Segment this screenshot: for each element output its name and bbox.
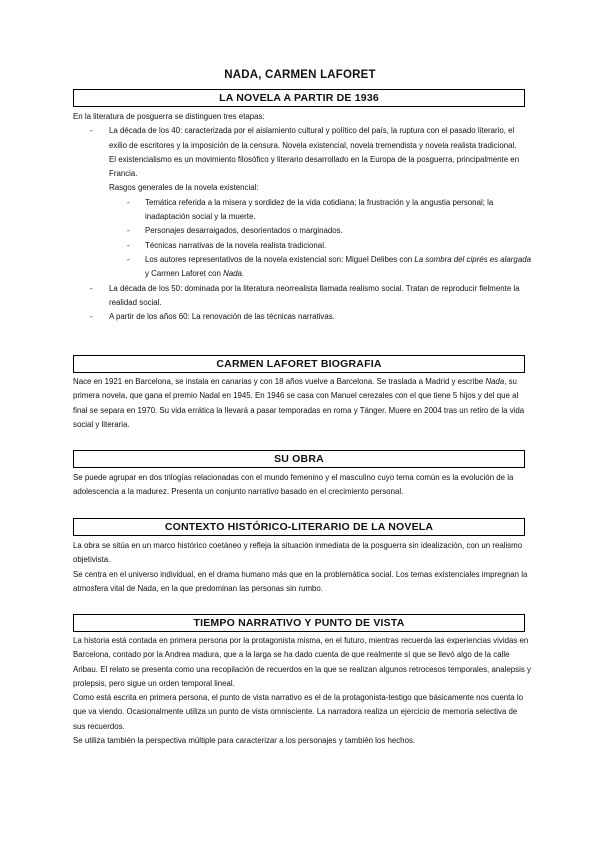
bullet-dash: - — [127, 197, 130, 207]
section-heading-obra: SU OBRA — [73, 450, 525, 468]
rasgo-item — [73, 239, 531, 253]
bullet-dash: - — [90, 126, 93, 136]
contexto-p1: La obra se sitúa en un marco histórico coetáneo y refleja la situación inmediata de la posguerra sin idealización, con un realismo objetivista. — [73, 541, 523, 565]
biografia-text-c: , su primera novela, que gana el premio Nadal en 1945. En 1946 se casa con Manuel cerezales con el que tiene 5 hijos y del que al final se separa en 1970. Su vida errática la llevará a pasar temporadas en roma y Tánger. Muere en 2004 tras un retiro de la vida social y literaria. — [73, 377, 525, 429]
biografia-text-a: Nace en 1921 en Barcelona, se instala en canarias y con 18 años vuelve a Barcelona. Se traslada a Madrid y escribe — [73, 377, 486, 386]
etapa-item — [73, 124, 531, 153]
bullet-dash: - — [127, 226, 130, 236]
rasgo-item — [73, 224, 531, 238]
rasgo-tecnicas: Técnicas narrativas de la novela realista tradicional. — [145, 240, 327, 250]
etapa-item — [73, 282, 531, 311]
etapa-40-text: La década de los 40: caracterizada por el aislamiento cultural y político del país, la ruptura con el pasado literario, el exilio de escritores y la imposición de la censura. Novela existencial, novela tremendista y novela realista tradicional. — [109, 126, 517, 150]
section-body-novela — [73, 110, 531, 324]
rasgo-autores-title-1: La sombra del ciprés es alargada — [414, 254, 531, 264]
biografia-text — [73, 375, 531, 432]
obra-text: Se puede agrupar en dos trilogías relacionadas con el mundo femenino y el masculino cuyo tema común es la evolución de la adolescencia a la madurez. Presenta un conjunto narrativo basado en el crecimiento personal. — [73, 473, 514, 497]
rasgo-tematica: Temática referida a la misera y sordidez de la vida cotidiana; la frustración y la angustia personal; la inadaptación social y la muerte. — [145, 197, 494, 222]
section-heading-biografia: CARMEN LAFORET BIOGRAFIA — [73, 355, 525, 373]
rasgo-item — [73, 196, 531, 225]
section-body-biografia — [73, 375, 531, 432]
section-body-tiempo — [73, 634, 531, 748]
rasgo-autores-a: Los autores representativos de la novela existencial son: Miguel Delibes con — [145, 254, 415, 264]
section-heading-tiempo: TIEMPO NARRATIVO Y PUNTO DE VISTA — [73, 614, 525, 632]
section-body-obra — [73, 471, 531, 500]
tiempo-p1: La historia está contada en primera persona por la protagonista misma, en el futuro, mientras recuerda las experiencias vividas en Barcelona, contado por la Andrea madura, que a la larga se ha dado cuenta de que realmente sí que se llevó algo de la calle Aribau. El relato se presenta como una recopilación de recuerdos en la que se realizan algunos retrocesos temporales, analepsis y prolepsis, pero sigue un orden temporal lineal. — [73, 636, 531, 688]
section-heading-contexto: CONTEXTO HISTÓRICO-LITERARIO DE LA NOVELA — [73, 518, 525, 536]
rasgos-label: Rasgos generales de la novela existencial: — [109, 183, 259, 193]
etapa-50-text: La década de los 50: dominada por la literatura neorrealista llamada realismo social. Tratan de reproducir fielmente la realidad social. — [109, 283, 520, 307]
document-title: NADA, CARMEN LAFORET — [224, 69, 376, 81]
rasgo-personajes: Personajes desarraigados, desorientados o marginados. — [145, 226, 343, 236]
section-body-contexto — [73, 539, 531, 596]
etapa-item — [73, 310, 531, 324]
biografia-novel-title: Nada — [485, 377, 505, 386]
contexto-p2: Se centra en el universo individual, en el drama humano más que en la problemática social. Los temas existenciales impregnan la atmosfera vital de Nada, en la que predominan las personas sin rumbo. — [73, 569, 528, 593]
rasgo-autores-c: y Carmen Laforet con — [145, 269, 224, 279]
tiempo-p2: Como está escrita en primera persona, el punto de vista narrativo es el de la protagonista-testigo que básicamente nos cuenta lo que va viendo. Ocasionalmente utiliza un punto de vista omnisciente. La narradora realiza un ejercicio de memoria selectiva de sus recuerdos. — [73, 693, 524, 731]
bullet-dash: - — [90, 283, 93, 293]
section-heading-novela: LA NOVELA A PARTIR DE 1936 — [73, 89, 525, 107]
etapa-60-text: A partir de los años 60: La renovación de las técnicas narrativas. — [109, 312, 335, 322]
existencialismo-text: El existencialismo es un movimiento filosófico y literario desarrollado en la Europa de la posguerra, principalmente en Francia. — [109, 154, 520, 179]
bullet-dash: - — [90, 312, 93, 322]
bullet-dash: - — [127, 254, 130, 264]
novela-intro: En la literatura de posguerra se distinguen tres etapas: — [73, 112, 265, 121]
tiempo-p3: Se utiliza también la perspectiva múltiple para caracterizar a los personajes y también los hechos. — [73, 736, 416, 746]
rasgo-item — [73, 253, 531, 282]
bullet-dash: - — [127, 240, 130, 250]
rasgo-autores-title-2: Nada. — [223, 269, 245, 279]
